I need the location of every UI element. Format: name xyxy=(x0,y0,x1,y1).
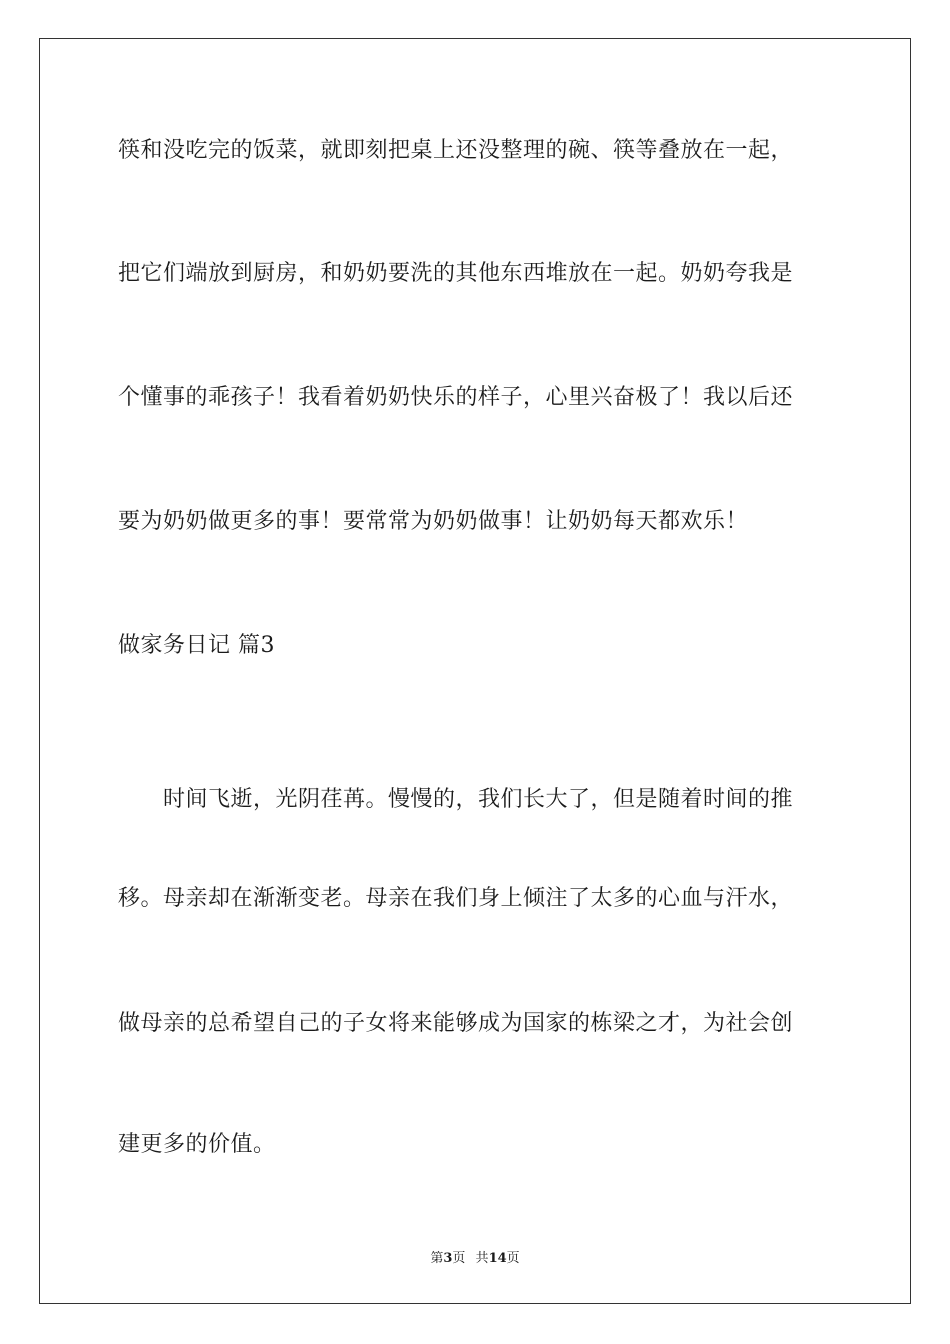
footer-total-pages: 14 xyxy=(488,1251,507,1266)
paragraph-line-3: 个懂事的乖孩子！我看着奶奶快乐的样子，心里兴奋极了！我以后还 xyxy=(118,385,794,410)
footer-page-number: 3 xyxy=(443,1251,453,1266)
footer-page-prefix: 第 xyxy=(430,1251,444,1266)
paragraph-line-4: 要为奶奶做更多的事！要常常为奶奶做事！让奶奶每天都欢乐！ xyxy=(118,509,749,534)
section-line-4: 建更多的价值。 xyxy=(118,1132,276,1157)
page-footer xyxy=(0,1250,950,1268)
section-line-3: 做母亲的总希望自己的子女将来能够成为国家的栋梁之才，为社会创 xyxy=(118,1011,794,1036)
section-line-1: 时间飞逝，光阴荏苒。慢慢的，我们长大了，但是随着时间的推 xyxy=(163,787,794,812)
paragraph-line-2: 把它们端放到厨房，和奶奶要洗的其他东西堆放在一起。奶奶夸我是 xyxy=(118,261,794,286)
section-heading: 做家务日记 篇3 xyxy=(118,633,275,658)
footer-total-suffix: 页 xyxy=(506,1251,520,1266)
footer-total-prefix: 共 xyxy=(475,1251,489,1266)
paragraph-line-1: 筷和没吃完的饭菜，就即刻把桌上还没整理的碗、筷等叠放在一起， xyxy=(118,138,794,163)
section-line-2: 移。母亲却在渐渐变老。母亲在我们身上倾注了太多的心血与汗水， xyxy=(118,886,794,911)
footer-page-suffix: 页 xyxy=(452,1251,466,1266)
page-border xyxy=(39,38,911,1304)
